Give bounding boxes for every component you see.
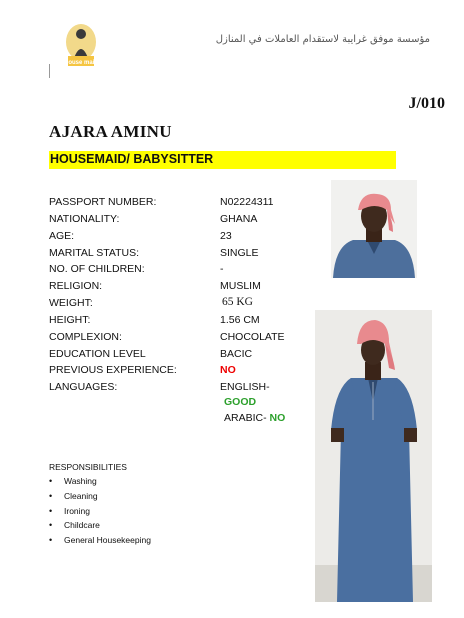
weight-label: WEIGHT:	[49, 297, 93, 309]
list-item: • Washing	[49, 476, 151, 491]
position-banner	[49, 151, 396, 169]
marital-status-value: SINGLE	[220, 247, 259, 259]
position-title: HOUSEMAID/ BABYSITTER	[50, 152, 214, 166]
list-item: • Childcare	[49, 520, 151, 535]
complexion-value: CHOCOLATE	[220, 331, 285, 343]
religion-value: MUSLIM	[220, 280, 261, 292]
children-label: NO. OF CHILDREN:	[49, 263, 145, 275]
responsibilities-title: RESPONSIBILITIES	[49, 462, 127, 472]
responsibilities-list	[49, 476, 151, 550]
arabic-label: ARABIC-	[224, 412, 267, 424]
arabic-line	[224, 412, 285, 424]
english-label: ENGLISH-	[220, 381, 270, 393]
languages-label: LANGUAGES:	[49, 381, 118, 393]
passport-label: PASSPORT NUMBER:	[49, 196, 157, 208]
complexion-label: COMPLEXION:	[49, 331, 122, 343]
age-label: AGE:	[49, 230, 75, 242]
list-item: • Cleaning	[49, 491, 151, 506]
header-divider	[49, 64, 50, 78]
candidate-name: AJARA AMINU	[49, 122, 172, 141]
experience-label: PREVIOUS EXPERIENCE:	[49, 364, 177, 376]
list-item: • General Housekeeping	[49, 535, 151, 550]
english-level: GOOD	[224, 396, 257, 408]
nationality-label: NATIONALITY:	[49, 213, 120, 225]
nationality-value: GHANA	[220, 213, 258, 225]
age-value: 23	[220, 230, 232, 242]
weight-value: 65 KG	[222, 296, 253, 308]
marital-status-label: MARITAL STATUS:	[49, 247, 140, 259]
height-label: HEIGHT:	[49, 314, 91, 326]
list-item: • Ironing	[49, 506, 151, 521]
agency-name: مؤسسة موفق غرايبة لاستقدام العاملات في المنازل	[215, 34, 430, 45]
arabic-level: NO	[269, 412, 286, 424]
education-value: BACIC	[220, 348, 253, 360]
education-label: EDUCATION LEVEL	[49, 348, 146, 360]
agency-logo	[60, 22, 102, 68]
religion-label: RELIGION:	[49, 280, 103, 292]
full-length-photo	[315, 310, 432, 602]
svg-text:House maid: House maid	[63, 60, 99, 66]
reference-number: J/010	[408, 95, 445, 112]
experience-value: NO	[220, 364, 236, 376]
passport-value: N02224311	[220, 196, 274, 208]
height-value: 1.56 CM	[220, 314, 260, 326]
children-value: -	[220, 263, 224, 275]
portrait-photo	[331, 180, 417, 278]
